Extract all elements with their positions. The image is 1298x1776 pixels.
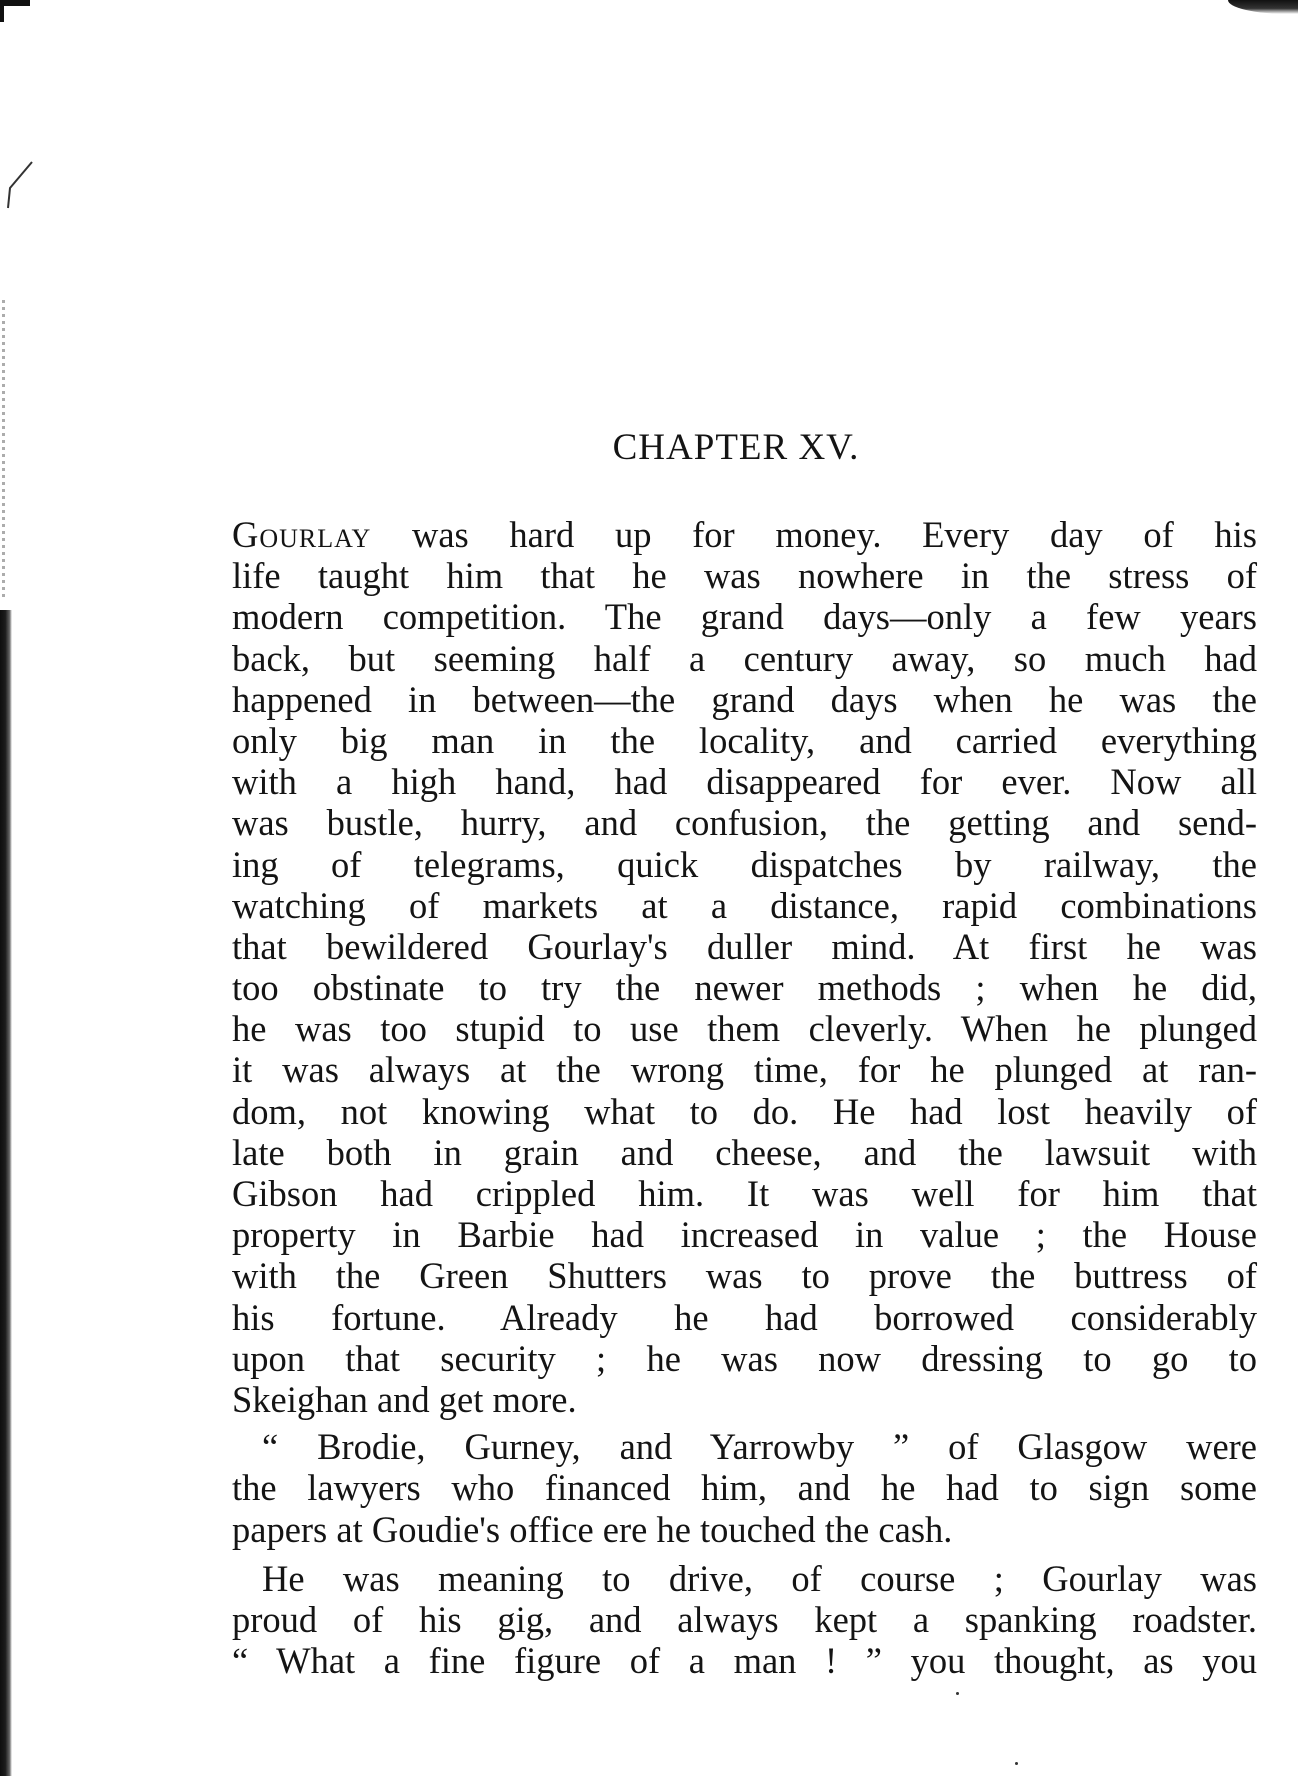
text-line: only big man in the locality, and carried everything <box>232 719 1257 761</box>
text-line: back, but seeming half a century away, so much had <box>232 637 1257 679</box>
scan-speck <box>1015 1762 1018 1765</box>
text-line: He was meaning to drive, of course ; Gourlay was <box>262 1557 1257 1599</box>
text-line: proud of his gig, and always kept a spanking roadster. <box>232 1598 1257 1640</box>
text-line: the lawyers who financed him, and he had to sign some <box>232 1467 1257 1509</box>
text-line: papers at Goudie's office ere he touched the cash. <box>232 1508 953 1550</box>
text-line: upon that security ; he was now dressing to go to <box>232 1337 1257 1379</box>
text-line: Skeighan and get more. <box>232 1378 577 1420</box>
text-line: watching of markets at a distance, rapid combinations <box>232 884 1257 926</box>
scan-speck <box>956 1692 959 1695</box>
text-line: he was too stupid to use them cleverly. When he plunged <box>232 1008 1257 1050</box>
text-line: his fortune. Already he had borrowed considerably <box>232 1296 1257 1338</box>
chapter-title: CHAPTER XV. <box>612 427 860 468</box>
text-line: life taught him that he was nowhere in the stress of <box>232 555 1257 597</box>
text-line: “ Brodie, Gurney, and Yarrowby ” of Glasgow were <box>262 1426 1257 1468</box>
text-line-content: was hard up for money. Every day of his <box>371 514 1257 555</box>
scan-corner-mark-left <box>0 0 30 6</box>
binding-edge-shadow <box>0 610 12 1776</box>
scan-corner-mark-left-vertical <box>0 0 4 22</box>
text-line: it was always at the wrong time, for he plunged at ran- <box>232 1049 1257 1091</box>
scan-edge-mark <box>6 160 36 210</box>
text-line: “ What a fine figure of a man ! ” you thought, as you <box>232 1640 1257 1682</box>
text-line <box>232 514 1257 555</box>
text-line: with a high hand, had disappeared for ever. Now all <box>232 761 1257 803</box>
body-text <box>232 514 1257 1681</box>
text-line: happened in between—the grand days when he was the <box>232 678 1257 720</box>
paragraph-lead-word: Gourlay <box>232 514 372 555</box>
text-line: was bustle, hurry, and confusion, the getting and send- <box>232 802 1257 844</box>
text-line: property in Barbie had increased in value ; the House <box>232 1214 1257 1256</box>
text-line: that bewildered Gourlay's duller mind. At first he was <box>232 925 1257 967</box>
text-line: ing of telegrams, quick dispatches by railway, the <box>232 843 1257 885</box>
text-line: modern competition. The grand days—only a few years <box>232 596 1257 638</box>
scan-corner-shadow-right <box>1228 0 1298 14</box>
text-line: late both in grain and cheese, and the lawsuit with <box>232 1131 1257 1173</box>
text-line: too obstinate to try the newer methods ; when he did, <box>232 967 1257 1009</box>
text-line: Gibson had crippled him. It was well for him that <box>232 1173 1257 1214</box>
text-line: with the Green Shutters was to prove the buttress of <box>232 1255 1257 1297</box>
text-line: dom, not knowing what to do. He had lost heavily of <box>232 1090 1257 1132</box>
